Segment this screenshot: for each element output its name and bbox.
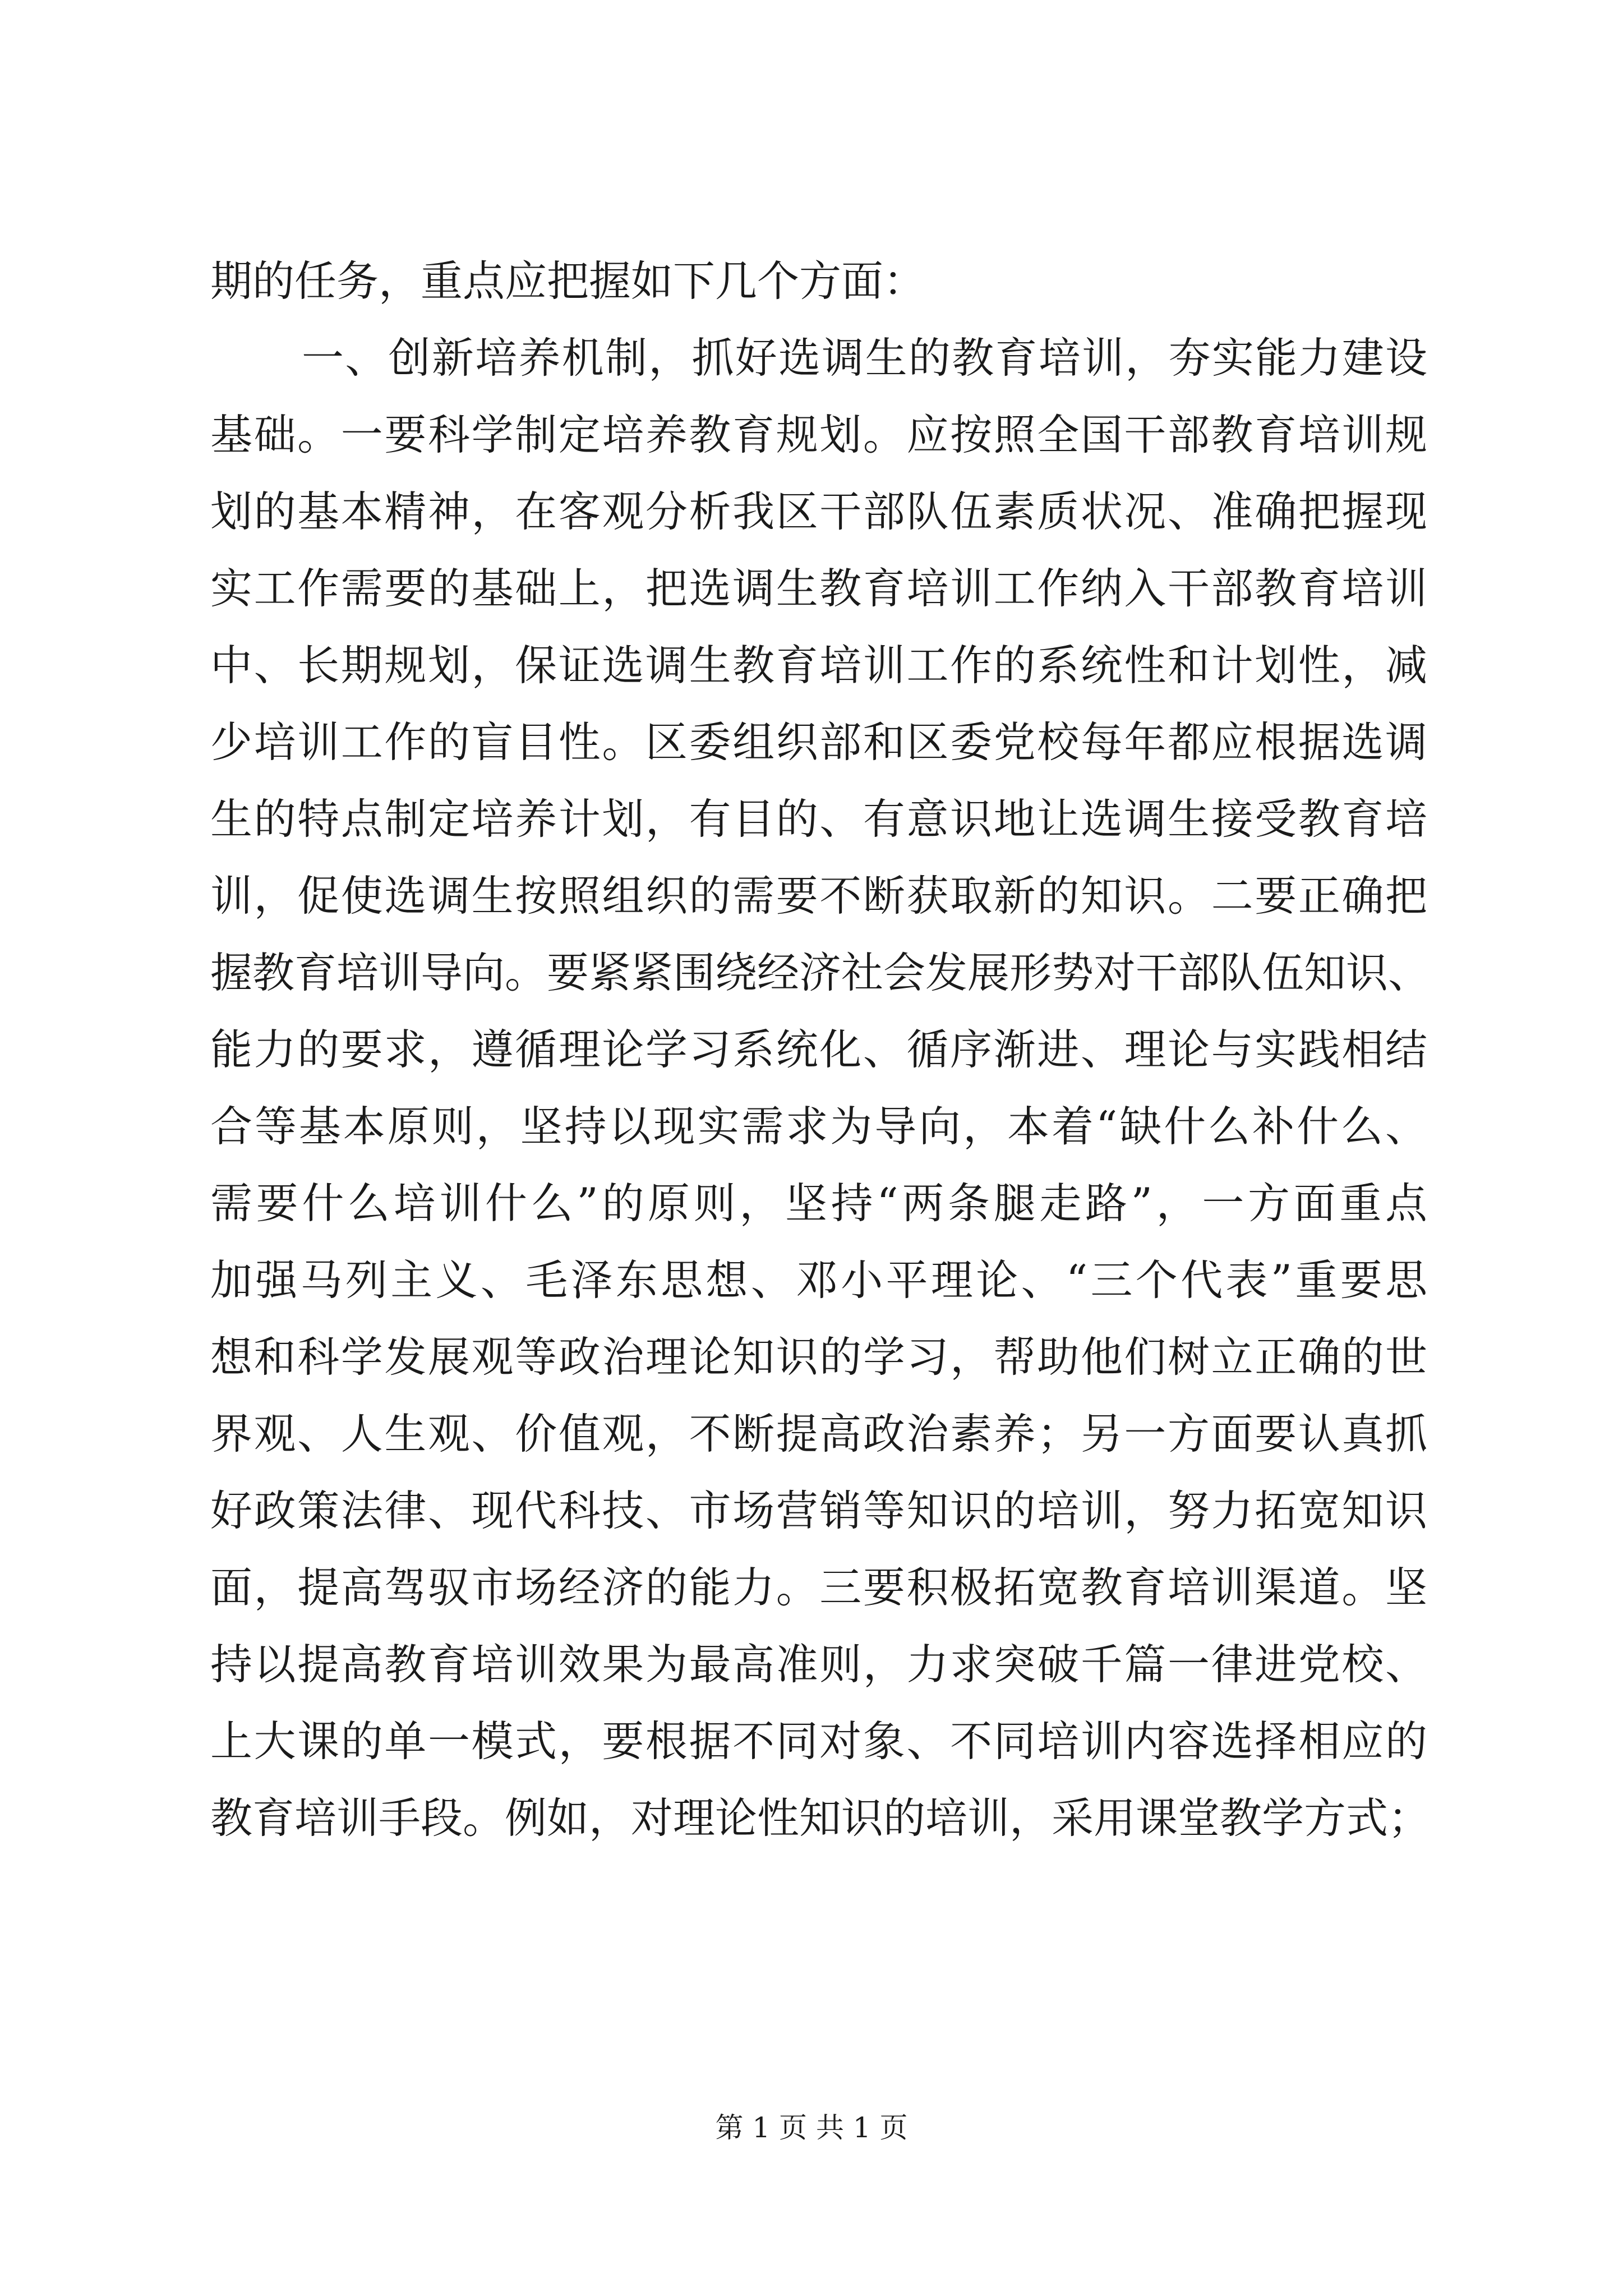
text-line: 界观、人生观、价值观，不断提高政治素养；另一方面要认真抓 (210, 1409, 1427, 1458)
text-line: 训，促使选调生按照组织的需要不断获取新的知识。二要正确把 (210, 871, 1427, 921)
text-line: 生的特点制定培养计划，有目的、有意识地让选调生接受教育培 (210, 794, 1427, 844)
text-line: 想和科学发展观等政治理论知识的学习，帮助他们树立正确的世 (210, 1332, 1427, 1382)
text-line: 好政策法律、现代科技、市场营销等知识的培训，努力拓宽知识 (210, 1486, 1427, 1535)
text-line: 划的基本精神，在客观分析我区干部队伍素质状况、准确把握现 (210, 487, 1427, 536)
text-line: 少培训工作的盲目性。区委组织部和区委党校每年都应根据选调 (210, 717, 1427, 767)
text-line: 加强马列主义、毛泽东思想、邓小平理论、“三个代表”重要思 (210, 1255, 1427, 1305)
text-line: 实工作需要的基础上，把选调生教育培训工作纳入干部教育培训 (210, 564, 1427, 613)
text-line: 一、创新培养机制，抓好选调生的教育培训，夯实能力建设 (302, 333, 1427, 383)
text-line: 基础。一要科学制定培养教育规划。应按照全国干部教育培训规 (210, 410, 1427, 459)
text-line: 面，提高驾驭市场经济的能力。三要积极拓宽教育培训渠道。坚 (210, 1563, 1427, 1612)
body-text (210, 243, 1431, 1857)
text-line: 握教育培训导向。要紧紧围绕经济社会发展形势对干部队伍知识、 (210, 948, 1431, 997)
text-line: 上大课的单一模式，要根据不同对象、不同培训内容选择相应的 (210, 1717, 1427, 1766)
text-line: 能力的要求，遵循理论学习系统化、循序渐进、理论与实践相结 (210, 1025, 1427, 1074)
text-line: 持以提高教育培训效果为最高准则，力求突破千篇一律进党校、 (210, 1640, 1427, 1689)
text-line: 期的任务，重点应把握如下几个方面： (210, 256, 926, 306)
text-line: 合等基本原则，坚持以现实需求为导向，本着“缺什么补什么、 (210, 1102, 1427, 1151)
text-line: 中、长期规划，保证选调生教育培训工作的系统性和计划性，减 (210, 641, 1427, 690)
text-line: 需要什么培训什么”的原则，坚持“两条腿走路”，一方面重点 (210, 1179, 1427, 1228)
text-line: 教育培训手段。例如，对理论性知识的培训，采用课堂教学方式； (210, 1793, 1431, 1843)
page-number-footer: 第 1 页 共 1 页 (715, 2111, 908, 2144)
